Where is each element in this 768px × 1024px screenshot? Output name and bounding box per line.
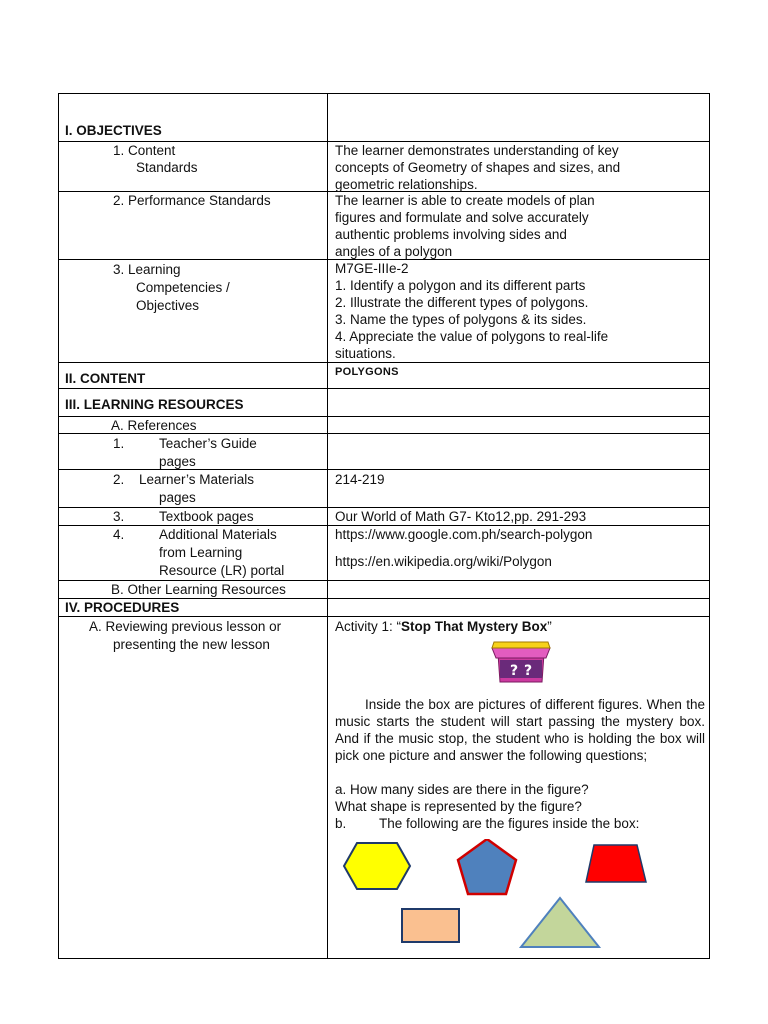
objectives-row (59, 94, 709, 142)
content-standards-label: 1. Content (113, 143, 176, 158)
svg-text:?: ? (510, 663, 519, 679)
mystery-box-icon (490, 638, 552, 684)
review-lesson-row: A. Reviewing previous lesson or presenting the new lesson Activity 1: “Stop That Mystery Box” ? ? Inside the box are pictures of different figures. When the music starts the student will start passing the mystery box. And if the music stop, the student who is holding the box will pick one picture and answer the following questions; a. How many sides are there in the figure? What shape is represented by the figure? b. The following are the figures inside the box: (59, 617, 709, 958)
procedures-row (59, 599, 709, 617)
performance-standards-row (59, 192, 709, 260)
content-row (59, 363, 709, 389)
activity-title: Activity 1: “Stop That Mystery Box” (335, 619, 552, 634)
learners-materials-pages: 214-219 (335, 472, 385, 487)
textbook-row: 3. Textbook pages Our World of Math G7- Kto12,pp. 291-293 (59, 508, 709, 526)
content-standards-text: The learner demonstrates understanding of key concepts of Geometry of shapes and sizes, and geometric relationships. (335, 143, 621, 192)
procedures-heading: IV. PROCEDURES (65, 600, 180, 615)
learners-materials-row: 2. Learner’s Materials pages 214-219 (59, 470, 709, 508)
svg-text:?: ? (524, 663, 533, 679)
learning-competencies-label: 3. Learning (113, 262, 181, 277)
performance-standards-text: The learner is able to create models of plan figures and formulate and solve accurately authentic problems involving sides and angles of a polygon (335, 193, 595, 259)
additional-materials-row: 4. Additional Materials from Learning Resource (LR) portal https://www.google.com.ph/search-polygon https://en.wikipedia.org/wiki/Polygon (59, 526, 709, 581)
question-a2: What shape is represented by the figure? (335, 799, 582, 814)
teachers-guide-label: Teacher’s Guide (159, 436, 257, 451)
question-b: The following are the figures inside the box: (379, 816, 640, 831)
learning-resources-heading: III. LEARNING RESOURCES (65, 397, 244, 412)
performance-standards-label: 2. Performance Standards (113, 193, 271, 208)
textbook-value: Our World of Math G7- Kto12,pp. 291-293 (335, 509, 587, 524)
other-resources-label: B. Other Learning Resources (111, 582, 286, 597)
other-resources-row (59, 581, 709, 599)
triangle-shape (521, 898, 599, 947)
google-link[interactable]: https://www.google.com.ph/search-polygon (335, 527, 593, 542)
references-row (59, 417, 709, 434)
learners-materials-label: Learner’s Materials (139, 472, 255, 487)
lesson-plan-table (58, 93, 710, 959)
learning-resources-row (59, 389, 709, 417)
learning-competencies-text: M7GE-IIIe-2 1. Identify a polygon and its different parts 2. Illustrate the different types of polygons. 3. Name the types of polygons & its sides. 4. Appreciate the value of polygons to real-life situations. (335, 261, 609, 361)
rectangle-shape (402, 909, 459, 942)
references-label: A. References (111, 418, 197, 433)
content-heading: II. CONTENT (65, 371, 146, 386)
hexagon-shape (344, 843, 410, 889)
pentagon-shape (458, 839, 516, 894)
figures (339, 839, 679, 951)
content-standards-label-2: Standards (136, 160, 198, 175)
teachers-guide-row: 1. Teacher’s Guide pages (59, 434, 709, 470)
additional-materials-label: Additional Materials from Learning Resource (LR) portal (159, 527, 285, 578)
question-a: a. How many sides are there in the figure? (335, 782, 589, 797)
review-lesson-label: A. Reviewing previous lesson or (89, 619, 282, 634)
activity-paragraph: Inside the box are pictures of different figures. When the music starts the student will start passing the mystery box. And if the music stop, the student who is holding the box will pick one picture and answer the following questions; (335, 697, 705, 763)
trapezoid-shape (586, 845, 646, 882)
content-standards-row (59, 142, 709, 192)
objectives-heading: I. OBJECTIVES (65, 123, 162, 138)
learning-competencies-row: 3. Learning Competencies / Objectives M7GE-IIIe-2 1. Identify a polygon and its different parts 2. Illustrate the different types of polygons. 3. Name the types of polygons & its sides. 4. Appreciate the value of polygons to real-life situations. (59, 260, 709, 363)
textbook-label: Textbook pages (159, 509, 254, 524)
wikipedia-link[interactable]: https://en.wikipedia.org/wiki/Polygon (335, 554, 552, 569)
content-value: POLYGONS (335, 366, 399, 378)
question-b-marker: b. (335, 816, 347, 831)
